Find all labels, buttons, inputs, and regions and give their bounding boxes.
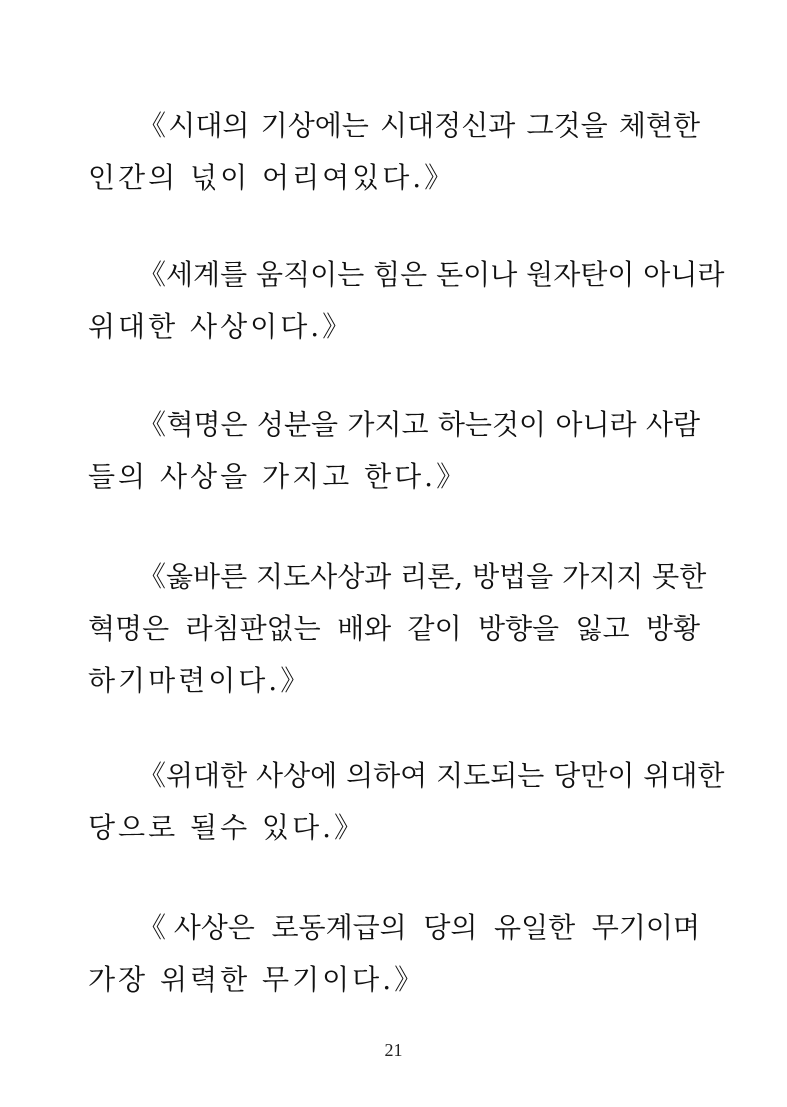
page-number: 21 — [384, 1040, 403, 1060]
quote-line: 《위대한 사상에 의하여 지도되는 당만이 위대한 — [138, 759, 725, 792]
quote-line: 위대한 사상이다.》 — [88, 310, 354, 343]
quote-6 — [88, 902, 700, 1006]
quote-3 — [88, 399, 700, 503]
quote-line: 《혁명은 성분을 가지고 하는것이 아니라 사람 — [138, 408, 700, 441]
quote-2 — [88, 249, 725, 353]
quote-1 — [88, 100, 700, 204]
quote-line: 인간의 넋이 어리여있다.》 — [88, 161, 456, 194]
quote-line: 《세계를 움직이는 힘은 돈이나 원자탄이 아니라 — [138, 258, 725, 291]
quote-line: 들의 사상을 가지고 한다.》 — [88, 460, 468, 493]
quote-line: 하기마련이다.》 — [88, 664, 312, 697]
quote-line: 가장 위력한 무기이다.》 — [88, 963, 426, 996]
quote-5 — [88, 750, 725, 854]
quote-line: 《시대의 기상에는 시대정신과 그것을 체현한 — [138, 109, 700, 142]
quote-line: 당으로 될수 있다.》 — [88, 811, 366, 844]
quote-line: 혁명은 라침판없는 배와 같이 방향을 잃고 방황 — [88, 612, 700, 645]
quote-line: 《사상은 로동계급의 당의 유일한 무기이며 — [138, 911, 700, 944]
quote-4 — [88, 551, 707, 707]
quote-line: 《옳바른 지도사상과 리론, 방법을 가지지 못한 — [138, 560, 707, 593]
